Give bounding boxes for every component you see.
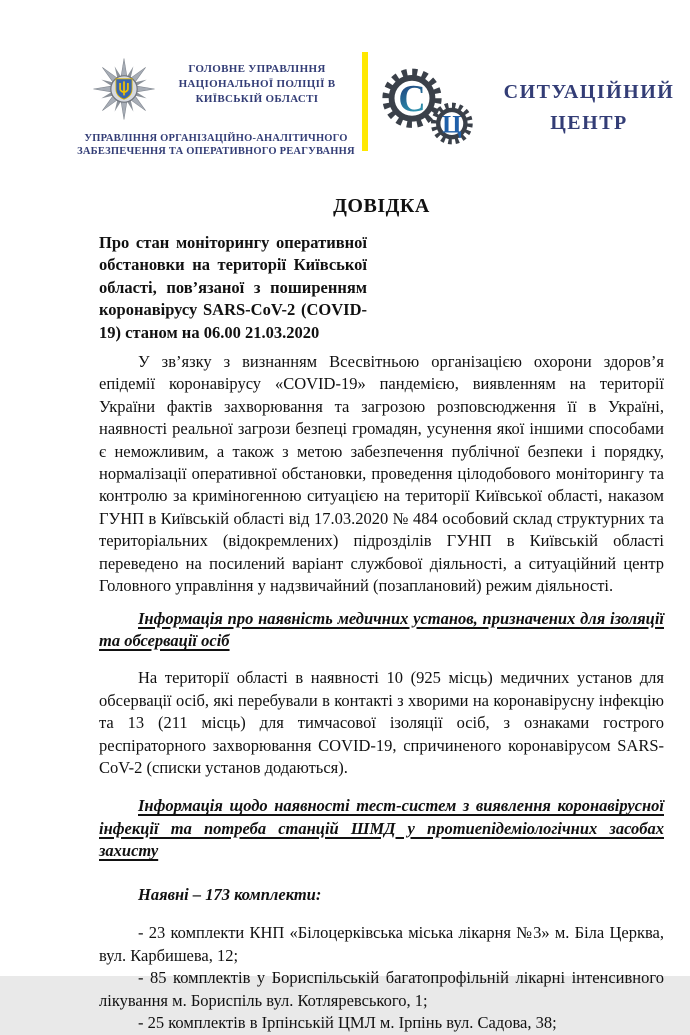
situation-center-title-line: СИТУАЦІЙНИЙ: [503, 81, 675, 103]
situation-center-title: [496, 77, 682, 139]
section-1-paragraph: На території області в наявності 10 (925 місць) медичних установ для обсервації осіб, які перебували в контакті з хворими на коронавірусну інфекцію та 13 (211 місць) для тимчасової ізоляції осіб, з ознаками гострого респіраторного захворювання COVID-19, спричиненого коронавірусом SARS-CoV-2 (списки установ додаються).: [99, 668, 664, 777]
section-2-heading: Інформація щодо наявності тест-систем з виявлення коронавірусної інфекції та потреба станцій ШМД у протиепідеміологічних засобах захисту: [99, 796, 664, 861]
intro-paragraph: У зв’язку з визнанням Всесвітньою організацією охорони здоров’я епідемії коронавірусу «COVID-19» пандемією, виявленням на території України фактів захворювання та загрозою розповсюдження її в Україні, наявності реальної загрози безпеці громадян, усунення якої іншими способами є неможливим, а також з метою забезпечення публічної безпеки і порядку, нормалізації оперативної обстановки, проведення цілодобового моніторингу та контролю за криміногенною ситуацією на території Київської області, наказом ГУНП в Київській області від 17.03.2020 № 484 особовий склад структурних та територіальних (відокремлених) підрозділів ГУНП в Київській області переведено на посилений варіант службової діяльності, а ситуаційний центр Головного управління у надзвичайний (позаплановий) режим діяльності.: [99, 352, 664, 596]
section-1-heading: Інформація про наявність медичних установ, призначених для ізоляції та обсервації осіб: [99, 608, 664, 650]
unit-name-line: ЗАБЕЗПЕЧЕННЯ ТА ОПЕРАТИВНОГО РЕАГУВАННЯ: [77, 146, 355, 157]
document-body: [99, 195, 664, 1035]
list-item: - 85 комплектів у Бориспільській багатопрофільній лікарні інтенсивного лікування м. Бориспіль вул. Котляревського, 1;: [99, 968, 664, 1010]
gear-icon-large: [387, 73, 438, 124]
list-intro: Наявні – 173 комплекти:: [138, 884, 322, 904]
gear-letter-c: С: [398, 77, 426, 120]
letterhead: [0, 0, 690, 158]
gear-icon-small: [434, 106, 469, 141]
org-name: [172, 62, 342, 107]
org-name-line: НАЦІОНАЛЬНОЇ ПОЛІЦІЇ В: [178, 78, 336, 90]
list-item: - 23 комплекти КНП «Білоцерківська міська лікарня №3» м. Біла Церква, вул. Карбишева, 12;: [99, 923, 664, 965]
police-org-block: [77, 52, 355, 158]
list-item: - 25 комплектів в Ірпінській ЦМЛ м. Ірпінь вул. Садова, 38;: [138, 1013, 557, 1033]
org-name-line: ГОЛОВНЕ УПРАВЛІННЯ: [188, 63, 326, 75]
org-name-line: КИЇВСЬКІЙ ОБЛАСТІ: [195, 93, 319, 105]
situation-center-title-line: ЦЕНТР: [550, 112, 628, 134]
unit-name: [68, 132, 364, 158]
unit-name-line: УПРАВЛІННЯ ОРГАНІЗАЦІЙНО-АНАЛІТИЧНОГО: [84, 133, 348, 144]
situation-center-gears-icon: [378, 58, 480, 158]
subject-paragraph: Про стан моніторингу оперативної обстановки на території Київської області, пов’язаної з поширенням коронавірусу SARS-CoV-2 (COVID-19) станом на 06.00 21.03.2020: [99, 233, 367, 342]
document-title: ДОВІДКА: [333, 195, 430, 217]
gear-letter-ts: Ц: [442, 110, 462, 139]
police-badge-icon: [90, 52, 158, 126]
yellow-divider: [362, 52, 368, 151]
situation-center-block: [378, 58, 682, 158]
